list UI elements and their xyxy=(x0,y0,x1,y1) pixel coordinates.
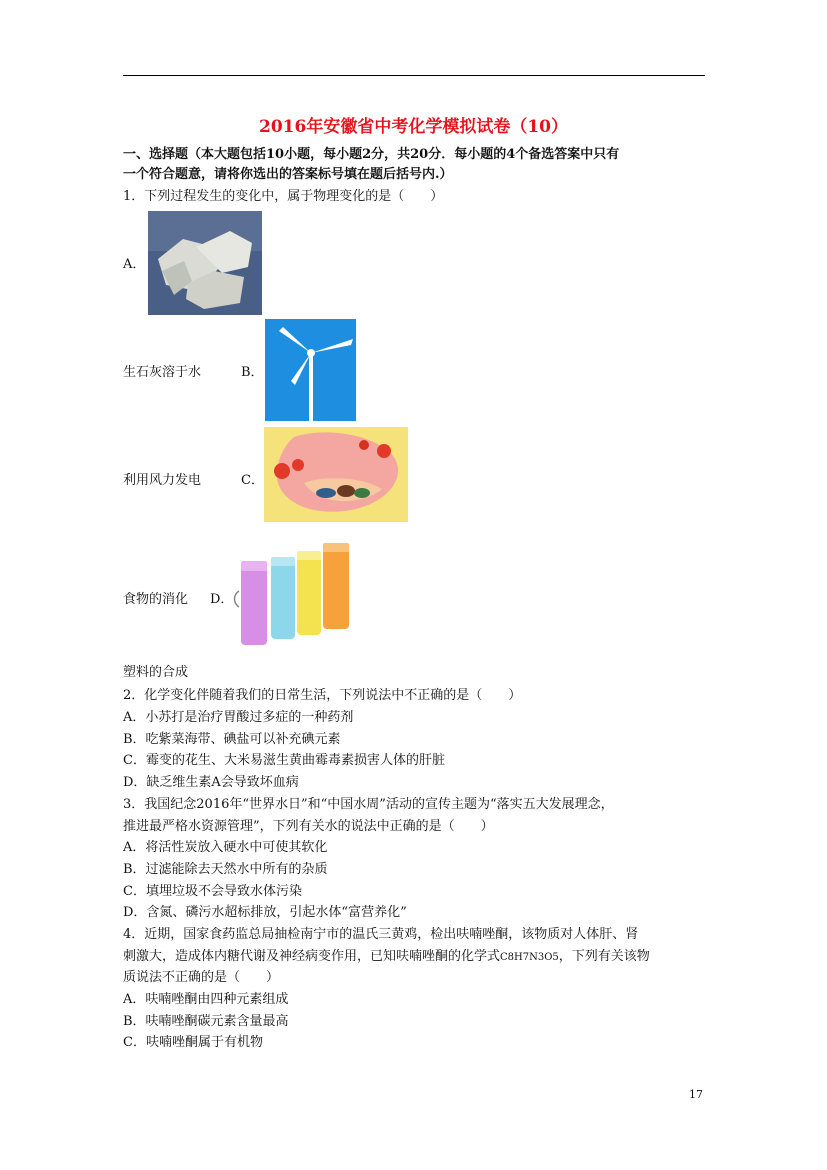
q4-option: A．呋喃唑酮由四种元素组成 xyxy=(123,992,289,1007)
q4-stem-line2 xyxy=(123,948,650,967)
q4-option: B．呋喃唑酮碳元素含量最高 xyxy=(123,1014,289,1029)
q1-option-c-caption: 食物的消化 xyxy=(123,592,189,607)
q1-option-d-letter: D． xyxy=(210,592,234,607)
q1-option-c-letter: C． xyxy=(241,473,264,488)
header-rule xyxy=(123,75,705,76)
page-number: 17 xyxy=(689,1088,703,1101)
q1-option-d-caption: 塑料的合成 xyxy=(123,665,189,680)
q2-stem: 2．化学变化伴随着我们的日常生活，下列说法中不正确的是（ ） xyxy=(123,688,522,703)
q1-option-b-caption: 利用风力发电 xyxy=(123,473,202,488)
q4-stem-line2-post: ，下列有关该物 xyxy=(558,949,650,964)
q3-option: A．将活性炭放入硬水中可使其软化 xyxy=(123,840,328,855)
q1-option-a-caption: 生石灰溶于水 xyxy=(123,365,202,380)
section-heading-line1: 一、选择题（本大题包括10小题，每小题2分，共20分．每小题的4个备选答案中只有 xyxy=(123,147,620,162)
q4-option: C．呋喃唑酮属于有机物 xyxy=(123,1035,263,1050)
page-title: 2016年安徽省中考化学模拟试卷（10） xyxy=(259,117,568,137)
q1-stem: 1．下列过程发生的变化中，属于物理变化的是（ ） xyxy=(123,189,444,204)
q4-stem-line2-pre: 刺激大，造成体内糖代谢及神经病变作用，已知呋喃唑酮的化学式 xyxy=(123,949,501,964)
q4-stem-line3: 质说法不正确的是（ ） xyxy=(123,970,280,985)
plastic-bottles-image xyxy=(233,533,355,649)
quicklime-image xyxy=(148,211,262,315)
q2-option: B．吃紫菜海带、碘盐可以补充碘元素 xyxy=(123,732,341,747)
q3-option: B．过滤能除去天然水中所有的杂质 xyxy=(123,862,328,877)
q3-option: C．填埋垃圾不会导致水体污染 xyxy=(123,884,302,899)
q3-option: D．含氮、磷污水超标排放，引起水体“富营养化” xyxy=(123,905,407,920)
q2-option: A．小苏打是治疗胃酸过多症的一种药剂 xyxy=(123,710,354,725)
q2-option: C．霉变的花生、大米易滋生黄曲霉毒素损害人体的肝脏 xyxy=(123,753,445,768)
wind-turbine-image xyxy=(265,319,356,421)
section-heading-line2: 一个符合题意，请将你选出的答案标号填在题后括号内.） xyxy=(123,167,453,182)
q4-chemical-formula: C8H7N3O5 xyxy=(500,952,559,963)
q1-option-a-letter: A． xyxy=(123,257,146,272)
q3-stem-line2: 推进最严格水资源管理”，下列有关水的说法中正确的是（ ） xyxy=(123,819,494,834)
q1-option-b-letter: B． xyxy=(241,365,264,380)
q3-stem-line1: 3．我国纪念2016年“世界水日”和“中国水周”活动的宣传主题为“落实五大发展理念， xyxy=(123,797,614,812)
stomach-digestion-image xyxy=(264,427,408,522)
q2-option: D．缺乏维生素A会导致坏血病 xyxy=(123,775,299,790)
q4-stem-line1: 4．近期，国家食药监总局抽检南宁市的温氏三黄鸡，检出呋喃唑酮，该物质对人体肝、肾 xyxy=(123,927,639,942)
